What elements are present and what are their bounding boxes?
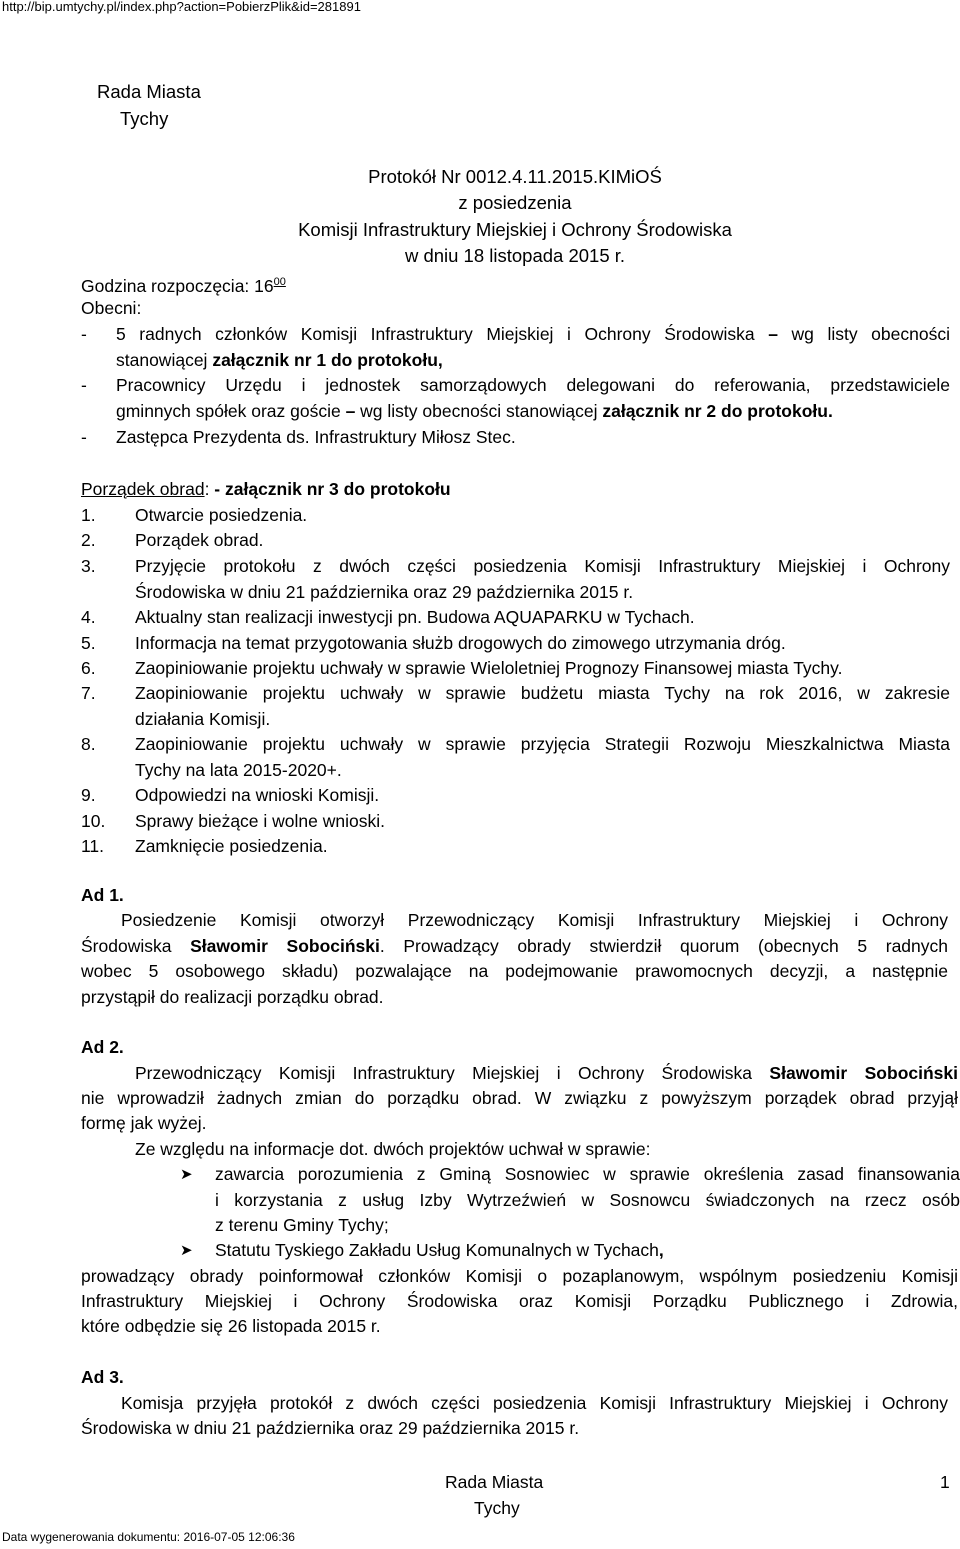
agenda-item-3-line-2: Środowiska w dniu 21 października oraz 29 października 2015 r. [135,582,634,602]
list-dash: - [81,375,87,395]
ad3-line-2: Środowiska w dniu 21 października oraz 29 października 2015 r. [81,1418,580,1438]
present-label: Obecni: [81,298,142,318]
ad3-line-1: Komisja przyjęła protokół z dwóch części posiedzenia Komisji Infrastruktury Miejskiej i Ochrony [121,1393,948,1413]
ad2-bullet-1-line-1: zawarcia porozumienia z Gminą Sosnowiec w sprawie określenia zasad finansowania [215,1164,960,1184]
ad2-line-1: Przewodniczący Komisji Infrastruktury Miejskiej i Ochrony Środowiska Sławomir Sobociński [135,1063,958,1083]
title-line-2: z posiedzenia [458,192,572,213]
list-dash: - [81,324,87,344]
present-item-2-line-1: Pracownicy Urzędu i jednostek samorządowych delegowani do referowania, przedstawiciele [116,375,950,395]
agenda-number: 3. [81,556,96,576]
ad1-line-1: Posiedzenie Komisji otworzył Przewodniczący Komisji Infrastruktury Miejskiej i Ochrony [121,910,948,930]
start-time [81,270,286,299]
agenda-item-6: Zaopiniowanie projektu uchwały w sprawie Wieloletniej Prognozy Finansowej miasta Tychy. [135,658,843,678]
ad3-heading: Ad 3. [81,1367,124,1387]
ad2-para-line-3: które odbędzie się 26 listopada 2015 r. [81,1316,381,1336]
ad2-bullet-1-line-3: z terenu Gminy Tychy; [215,1215,389,1235]
agenda-item-11: Zamknięcie posiedzenia. [135,836,328,856]
start-time-label: Godzina rozpoczęcia: 16 [81,275,274,296]
agenda-number: 7. [81,683,96,703]
agenda-item-10: Sprawy bieżące i wolne wnioski. [135,811,385,831]
present-item-1-line-2: stanowiącej załącznik nr 1 do protokołu, [116,350,443,370]
ad2-line-2: nie wprowadził żadnych zmian do porządku obrad. W związku z powyższym porządek obrad przyjął [81,1088,958,1108]
protocol-title: Protokół Nr 0012.4.11.2015.KIMiOŚ [368,166,662,187]
agenda-item-3-line-1: Przyjęcie protokołu z dwóch części posiedzenia Komisji Infrastruktury Miejskiej i Ochrony [135,556,950,576]
agenda-number: 8. [81,734,96,754]
page-url[interactable]: http://bip.umtychy.pl/index.php?action=PobierzPlik&id=281891 [2,0,361,14]
agenda-number: 5. [81,633,96,653]
agenda-item-5: Informacja na temat przygotowania służb drogowych do zimowego utrzymania dróg. [135,633,786,653]
agenda-heading: Porządek obrad: - załącznik nr 3 do protokołu [81,479,451,499]
agenda-item-7-line-2: działania Komisji. [135,709,271,729]
generation-date: Data wygenerowania dokumentu: 2016-07-05 12:06:36 [2,1530,295,1544]
arrow-bullet-icon: ➤ [180,1166,193,1183]
agenda-number: 2. [81,530,96,550]
agenda-number: 6. [81,658,96,678]
agenda-number: 4. [81,607,96,627]
agenda-item-8-line-1: Zaopiniowanie projektu uchwały w sprawie przyjęcia Strategii Rozwoju Mieszkalnictwa Miasta [135,734,950,754]
present-item-3: Zastępca Prezydenta ds. Infrastruktury Miłosz Stec. [116,427,516,447]
title-line-4: w dniu 18 listopada 2015 r. [404,245,626,266]
arrow-bullet-icon: ➤ [180,1242,193,1259]
header-council: Rada Miasta [97,81,201,102]
agenda-number: 11. [81,836,105,856]
ad2-line-4: Ze względu na informacje dot. dwóch projektów uchwał w sprawie: [135,1139,651,1159]
agenda-number: 10. [81,811,106,831]
agenda-item-2: Porządek obrad. [135,530,264,550]
footer-city: Tychy [474,1498,520,1518]
present-item-1-line-1: 5 radnych członków Komisji Infrastruktury Miejskiej i Ochrony Środowiska – wg listy obecności [116,324,950,344]
footer-council: Rada Miasta [445,1472,544,1492]
title-line-3: Komisji Infrastruktury Miejskiej i Ochrony Środowiska [298,219,732,240]
agenda-item-4: Aktualny stan realizacji inwestycji pn. Budowa AQUAPARKU w Tychach. [135,607,695,627]
agenda-item-1: Otwarcie posiedzenia. [135,505,308,525]
agenda-number: 9. [81,785,96,805]
start-time-minutes: 00 [273,276,286,288]
ad1-line-4: przystąpił do realizacji porządku obrad. [81,987,384,1007]
agenda-item-8-line-2: Tychy na lata 2015-2020+. [135,760,342,780]
ad1-line-3: wobec 5 osobowego składu) pozwalające na podejmowanie prawomocnych decyzji, a następnie [81,961,948,981]
ad1-heading: Ad 1. [81,885,124,905]
ad2-line-3: formę jak wyżej. [81,1113,207,1133]
page-number: 1 [940,1472,950,1492]
ad1-line-2: Środowiska Sławomir Sobociński. Prowadzący obrady stwierdził quorum (obecnych 5 radnych [81,936,948,956]
list-dash: - [81,427,87,447]
ad2-heading: Ad 2. [81,1037,124,1057]
ad2-para-line-1: prowadzący obrady poinformował członków Komisji o pozaplanowym, wspólnym posiedzeniu Komisji [81,1266,958,1286]
ad2-bullet-2: Statutu Tyskiego Zakładu Usług Komunalnych w Tychach, [215,1240,664,1260]
agenda-item-7-line-1: Zaopiniowanie projektu uchwały w sprawie budżetu miasta Tychy na rok 2016, w zakresie [135,683,950,703]
agenda-number: 1. [81,505,96,525]
agenda-item-9: Odpowiedzi na wnioski Komisji. [135,785,380,805]
present-item-2-line-2: gminnych spółek oraz goście – wg listy obecności stanowiącej załącznik nr 2 do protokołu. [116,401,833,421]
ad2-para-line-2: Infrastruktury Miejskiej i Ochrony Środowiska oraz Komisji Porządku Publicznego i Zdrowia, [81,1291,958,1311]
header-city: Tychy [120,108,169,129]
ad2-bullet-1-line-2: i korzystania z usług Izby Wytrzeźwień w Sosnowcu świadczonych na rzecz osób [215,1190,960,1210]
